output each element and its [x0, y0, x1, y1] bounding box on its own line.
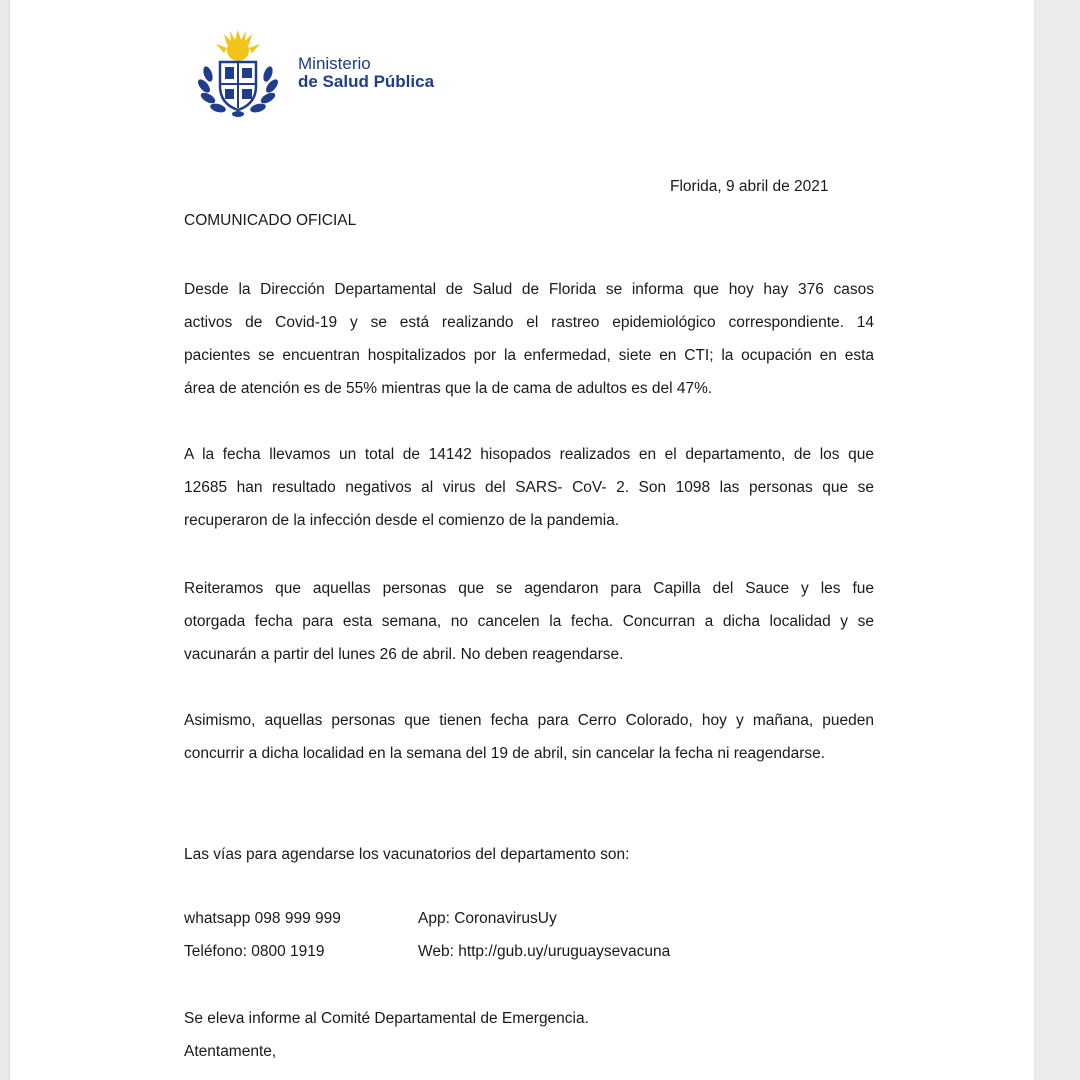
paragraph-line: concurrir a dicha localidad en la semana del 19 de abril, sin cancelar la fecha ni reagendarse. — [184, 745, 826, 762]
letter-date: Florida, 9 abril de 2021 — [670, 178, 829, 195]
closing-note: Se eleva informe al Comité Departamental de Emergencia. — [184, 1010, 589, 1027]
sign-off: Atentamente, — [184, 1043, 277, 1060]
ministry-name-line2: de Salud Pública — [298, 72, 435, 91]
coat-of-arms-icon — [188, 28, 288, 120]
paragraph-capilla-del-sauce — [184, 572, 874, 671]
paragraph-cases — [184, 273, 874, 405]
paragraph-line: Desde la Dirección Departamental de Salud de Florida se informa que hoy hay 376 casos — [184, 281, 874, 298]
paragraph-line: A la fecha llevamos un total de 14142 hisopados realizados en el departamento, de los que — [184, 446, 874, 463]
ministry-name-line1: Ministerio — [298, 54, 371, 73]
contact-telefono: Teléfono: 0800 1919 — [184, 943, 325, 960]
ministry-logo — [188, 28, 448, 120]
paragraph-line: Las vías para agendarse los vacunatorios del departamento son: — [184, 846, 630, 863]
paragraph-line: 12685 han resultado negativos al virus del SARS- CoV- 2. Son 1098 las personas que se — [184, 479, 874, 496]
contact-app: App: CoronavirusUy — [418, 910, 557, 927]
document-page — [10, 0, 1034, 1080]
paragraph-line: vacunarán a partir del lunes 26 de abril. No deben reagendarse. — [184, 646, 624, 663]
letter-heading: COMUNICADO OFICIAL — [184, 212, 357, 229]
paragraph-cerro-colorado — [184, 704, 874, 770]
paragraph-line: Reiteramos que aquellas personas que se agendaron para Capilla del Sauce y les fue — [184, 580, 874, 597]
contact-web: Web: http://gub.uy/uruguaysevacuna — [418, 943, 671, 960]
paragraph-line: otorgada fecha para esta semana, no cancelen la fecha. Concurran a dicha localidad y se — [184, 613, 874, 630]
paragraph-line: Asimismo, aquellas personas que tienen fecha para Cerro Colorado, hoy y mañana, pueden — [184, 712, 874, 729]
paragraph-scheduling-channels — [184, 838, 874, 871]
paragraph-line: pacientes se encuentran hospitalizados por la enfermedad, siete en CTI; la ocupación en esta — [184, 347, 874, 364]
paragraph-line: activos de Covid-19 y se está realizando el rastreo epidemiológico correspondiente. 14 — [184, 314, 874, 331]
paragraph-tests — [184, 438, 874, 537]
contact-whatsapp: whatsapp 098 999 999 — [184, 910, 341, 927]
viewer-background — [1034, 0, 1080, 1080]
paragraph-line: área de atención es de 55% mientras que la de cama de adultos es del 47%. — [184, 380, 713, 397]
paragraph-line: recuperaron de la infección desde el comienzo de la pandemia. — [184, 512, 620, 529]
